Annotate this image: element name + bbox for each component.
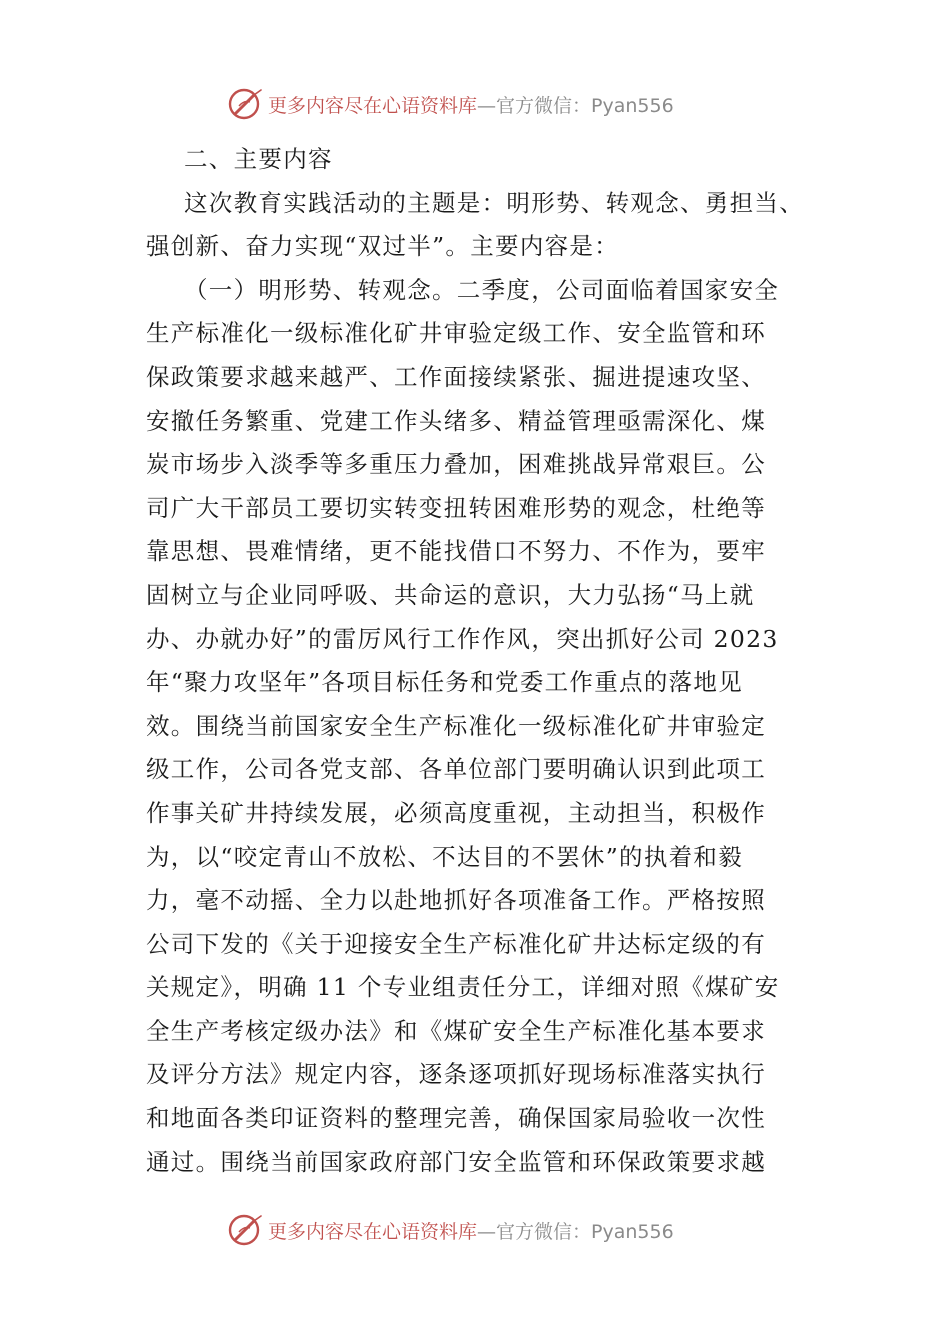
footer-watermark-banner — [228, 1210, 748, 1250]
text-line: 办、办就办好”的雷厉风行工作作风，突出抓好公司 2023 — [146, 624, 779, 653]
text-line: （一）明形势、转观念。二季度，公司面临着国家安全 — [184, 275, 780, 304]
text-line: 为，以“咬定青山不放松、不达目的不罢休”的执着和毅 — [146, 842, 744, 871]
text-line: 靠思想、畏难情绪，更不能找借口不努力、不作为，要牢 — [146, 537, 766, 566]
text-line: 作事关矿井持续发展，必须高度重视，主动担当，积极作 — [146, 798, 766, 827]
text-line: 年“聚力攻坚年”各项目标任务和党委工作重点的落地见 — [146, 668, 744, 697]
text-line: 效。围绕当前国家安全生产标准化一级标准化矿井审验定 — [146, 711, 766, 740]
header-watermark-banner — [228, 84, 748, 124]
pen-logo-icon — [228, 86, 264, 122]
text-line: 保政策要求越来越严、工作面接续紧张、掘进提速攻坚、 — [146, 362, 766, 391]
text-line: 炭市场步入淡季等多重压力叠加，困难挑战异常艰巨。公 — [146, 450, 766, 479]
text-line: 固树立与企业同呼吸、共命运的意识，大力弘扬“马上就 — [146, 580, 755, 609]
text-line: 关规定》，明确 11 个专业组责任分工，详细对照《煤矿安 — [146, 973, 780, 1002]
text-line: 力，毫不动摇、全力以赴地抓好各项准备工作。严格按照 — [146, 886, 766, 915]
text-line: 和地面各类印证资料的整理完善，确保国家局验收一次性 — [146, 1104, 766, 1133]
text-line: 司广大干部员工要切实转变扭转困难形势的观念，杜绝等 — [146, 493, 766, 522]
pen-logo-icon — [228, 1212, 264, 1248]
watermark-text: 更多内容尽在心语资料库—官方微信：Pyan556 — [268, 1220, 674, 1243]
text-line: 级工作，公司各党支部、各单位部门要明确认识到此项工 — [146, 755, 766, 784]
text-line: 强创新、奋力实现“双过半”。主要内容是： — [146, 232, 620, 261]
text-line: 及评分方法》规定内容，逐条逐项抓好现场标准落实执行 — [146, 1060, 766, 1089]
text-line: 公司下发的《关于迎接安全生产标准化矿井达标定级的有 — [146, 929, 766, 958]
document-body — [146, 138, 806, 1184]
text-line: 安撤任务繁重、党建工作头绪多、精益管理亟需深化、煤 — [146, 406, 766, 435]
text-line: 全生产考核定级办法》和《煤矿安全生产标准化基本要求 — [146, 1016, 766, 1045]
text-line: 生产标准化一级标准化矿井审验定级工作、安全监管和环 — [146, 319, 766, 348]
text-line: 通过。围绕当前国家政府部门安全监管和环保政策要求越 — [146, 1147, 766, 1176]
watermark-text: 更多内容尽在心语资料库—官方微信：Pyan556 — [268, 94, 674, 117]
text-line: 二、主要内容 — [184, 145, 333, 173]
text-line: 这次教育实践活动的主题是：明形势、转观念、勇担当、 — [184, 188, 804, 217]
